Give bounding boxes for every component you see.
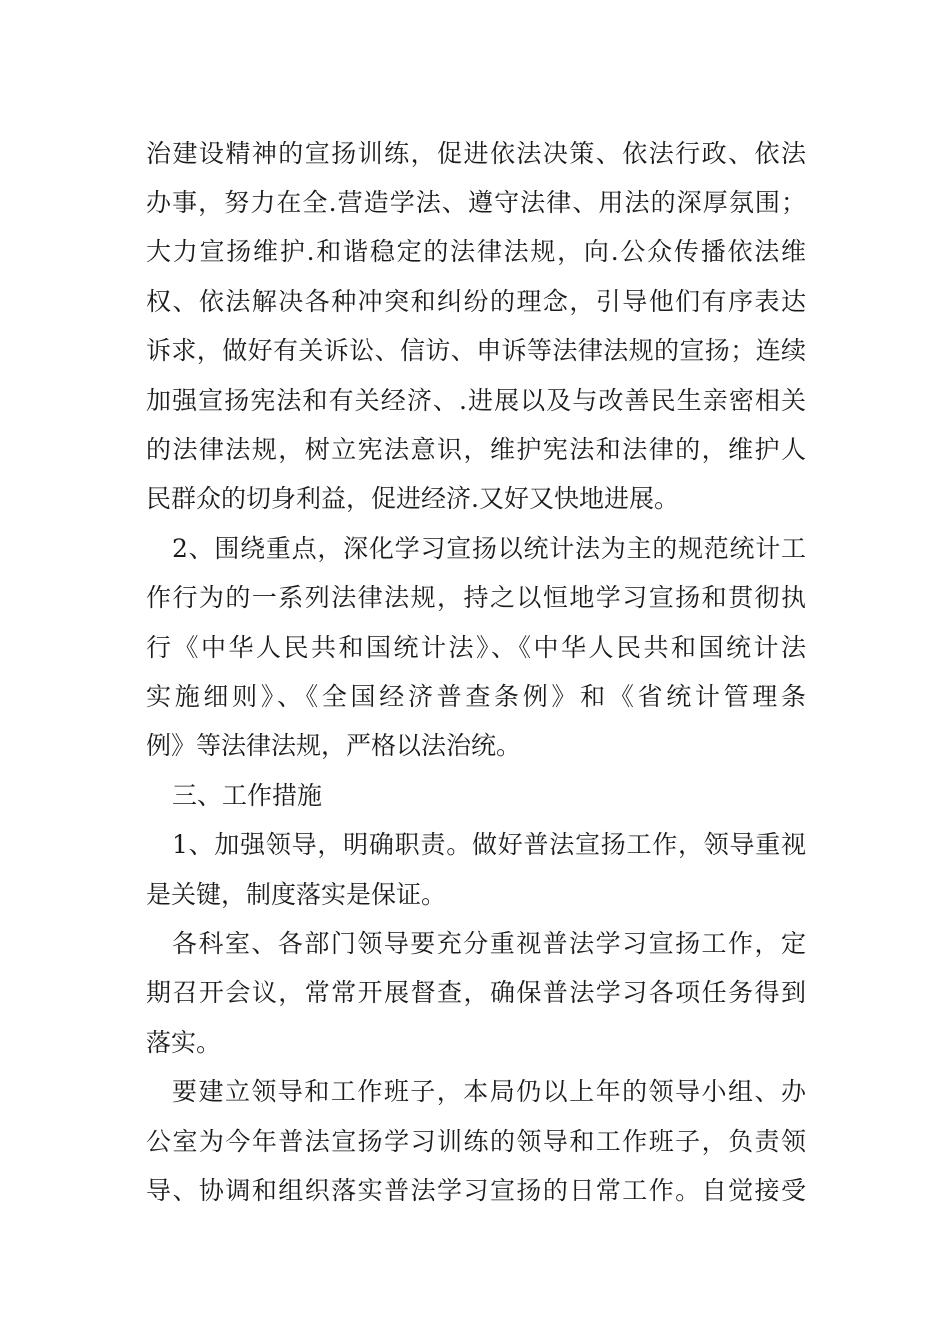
- paragraph-start-line: 要建立领导和工作班子，本局仍以上年的领导小组、办: [172, 1077, 806, 1106]
- text-line: 期召开会议，常常开展督查，确保普法学习各项任务得到: [146, 978, 806, 1007]
- text-line: 大力宣扬维护.和谐稳定的法律法规，向.公众传播依法维: [146, 237, 806, 266]
- text-line: 诉求，做好有关诉讼、信访、申诉等法律法规的宣扬；连续: [146, 336, 806, 365]
- paragraph-start-line: 各科室、各部门领导要充分重视普法学习宣扬工作，定: [172, 929, 806, 958]
- text-line: 落实。: [146, 1028, 222, 1057]
- section-heading: 三、工作措施: [172, 781, 323, 810]
- text-line: 治建设精神的宣扬训练，促进依法决策、依法行政、依法: [146, 139, 806, 168]
- text-line: 实施细则》、《全国经济普查条例》和《省统计管理条: [146, 682, 806, 711]
- text-line: 公室为今年普法宣扬学习训练的领导和工作班子，负责领: [146, 1127, 806, 1156]
- text-line: 行《中华人民共和国统计法》、《中华人民共和国统计法: [146, 633, 806, 662]
- text-line: 加强宣扬宪法和有关经济、.进展以及与改善民生亲密相关: [146, 386, 806, 415]
- text-line: 作行为的一系列法律法规，持之以恒地学习宣扬和贯彻执: [146, 583, 806, 612]
- text-line: 例》等法律法规，严格以法治统。: [146, 731, 522, 760]
- paragraph-start-line: 1、加强领导，明确职责。做好普法宣扬工作，领导重视: [172, 830, 806, 859]
- paragraph-start-line: 2、围绕重点，深化学习宣扬以统计法为主的规范统计工: [172, 534, 806, 563]
- text-line: 导、协调和组织落实普法学习宣扬的日常工作。自觉接受: [146, 1176, 806, 1205]
- text-line: 办事，努力在全.营造学法、遵守法律、用法的深厚氛围；: [146, 188, 806, 217]
- text-line: 的法律法规，树立宪法意识，维护宪法和法律的，维护人: [146, 435, 806, 464]
- text-line: 权、依法解决各种冲突和纠纷的理念，引导他们有序表达: [146, 287, 806, 316]
- text-line: 民群众的切身利益，促进经济.又好又快地进展。: [146, 484, 679, 513]
- text-line: 是关键，制度落实是保证。: [146, 880, 447, 909]
